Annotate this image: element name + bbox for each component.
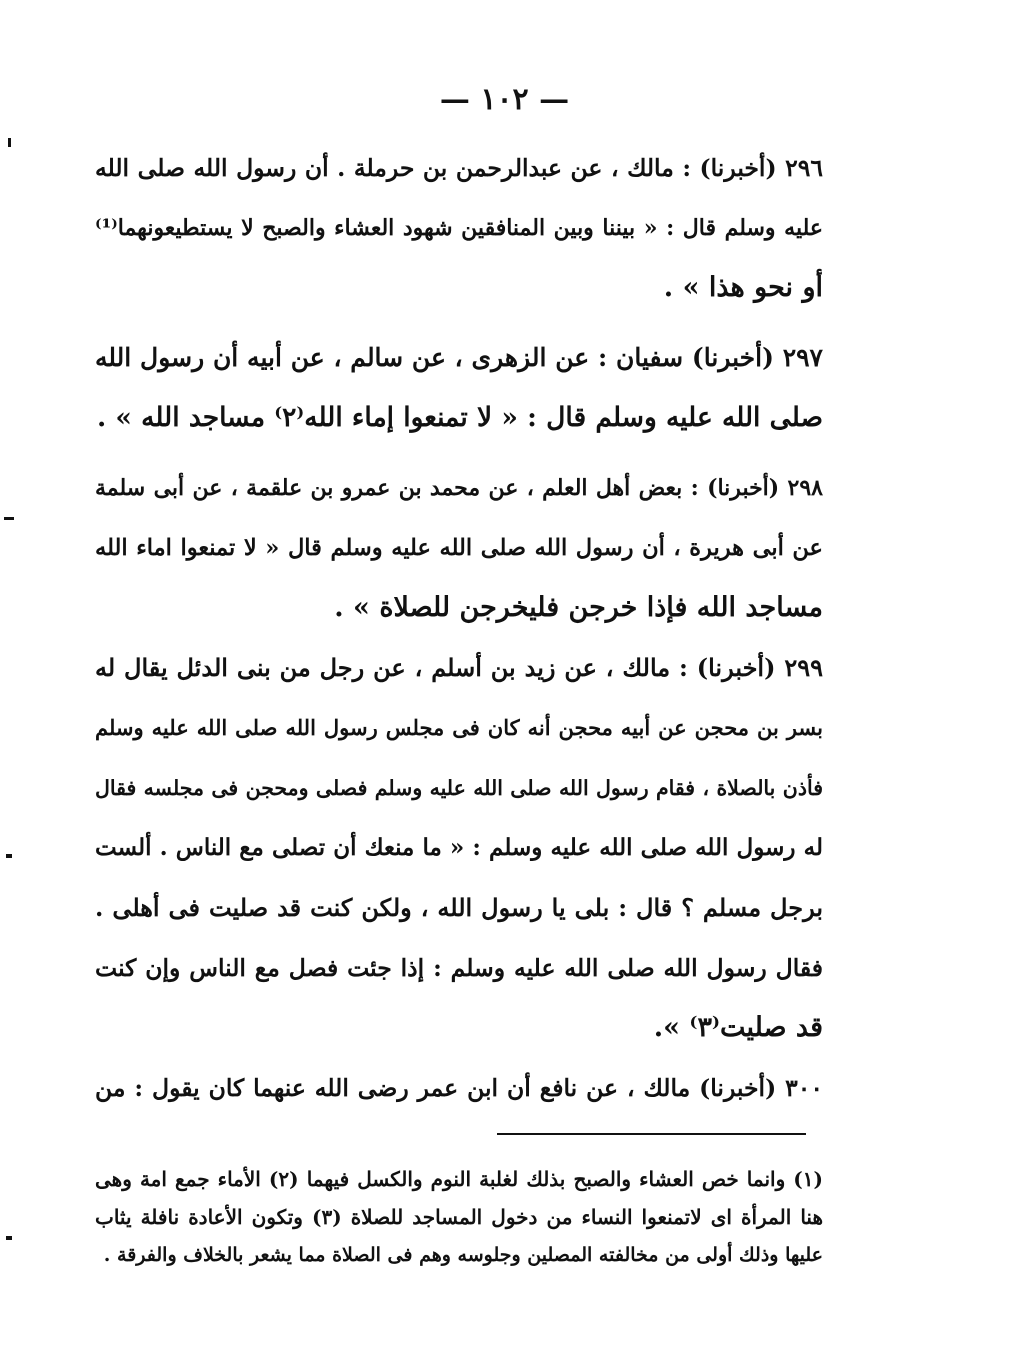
text-line: قد صليت⁽٣⁾ ». bbox=[653, 1012, 823, 1043]
hadith-300 bbox=[95, 1058, 823, 1118]
text-line: ٢٩٨ (أخبرنا) : بعض أهل العلم ، عن محمد بن عمرو بن علقمة ، عن أبى سلمة bbox=[95, 475, 823, 501]
text-line: ٢٩٧ (أخبرنا) سفيان : عن الزهرى ، عن سالم ، عن أبيه أن رسول الله bbox=[95, 343, 823, 372]
hadith-299 bbox=[95, 638, 823, 1058]
text-line: عليه وسلم قال : « بيننا وبين المنافقين شهود العشاء والصبح لا يستطيعونهما⁽¹⁾ bbox=[95, 215, 823, 241]
footnote-line: هنا المرأة اى لاتمنعوا النساء من دخول المساجد للصلاة (٣) وتكون الأعادة نافلة يثاب bbox=[95, 1205, 823, 1229]
text-line: ٢٩٩ (أخبرنا) : مالك ، عن زيد بن أسلم ، عن رجل من بنى الدئل يقال له bbox=[95, 653, 823, 682]
text-line: فأذن بالصلاة ، فقام رسول الله صلى الله عليه وسلم فصلى ومحجن فى مجلسه فقال bbox=[95, 776, 823, 800]
text-line: فقال رسول الله صلى الله عليه وسلم : إذا جئت فصل مع الناس وإن كنت bbox=[95, 954, 823, 982]
scan-mark bbox=[8, 138, 11, 147]
text-line: ٣٠٠ (أخبرنا) مالك ، عن نافع أن ابن عمر رضى الله عنهما كان يقول : من bbox=[95, 1074, 823, 1102]
scan-mark bbox=[6, 854, 12, 858]
text-line: ٢٩٦ (أخبرنا) : مالك ، عن عبدالرحمن بن حرملة . أن رسول الله صلى الله bbox=[95, 154, 823, 182]
scan-mark bbox=[4, 517, 14, 520]
hadith-298 bbox=[95, 458, 823, 638]
footnote-line: عليها وذلك أولى من مخالفته المصلين وجلوسه وهم فى الصلاة مما يشعر بالخلاف والفرقة . bbox=[103, 1244, 823, 1266]
text-line: عن أبى هريرة ، أن رسول الله صلى الله عليه وسلم قال « لا تمنعوا اماء الله bbox=[95, 535, 823, 561]
text-line: بسر بن محجن عن أبيه محجن أنه كان فى مجلس رسول الله صلى الله عليه وسلم bbox=[95, 715, 823, 740]
footnote-separator bbox=[497, 1133, 806, 1135]
scan-mark bbox=[6, 1236, 12, 1240]
footnote-line: (١) وانما خص العشاء والصبح بذلك لغلبة النوم والكسل فيهما (٢) الأماء جمع امة وهى bbox=[95, 1167, 823, 1191]
page-number: — ١٠٢ — bbox=[439, 82, 570, 117]
text-line: مساجد الله فإذا خرجن فليخرجن للصلاة » . bbox=[334, 592, 823, 623]
text-line: أو نحو هذا » . bbox=[663, 272, 823, 303]
text-line: برجل مسلم ؟ قال : بلى يا رسول الله ، ولكن كنت قد صليت فى أهلى . bbox=[95, 893, 823, 922]
hadith-296 bbox=[95, 138, 823, 318]
text-line: له رسول الله صلى الله عليه وسلم : « ما منعك أن تصلى مع الناس . ألست bbox=[95, 834, 823, 861]
text-line: صلى الله عليه وسلم قال : « لا تمنعوا إماء الله⁽٢⁾ مساجد الله » . bbox=[96, 402, 823, 433]
footnotes bbox=[95, 1160, 823, 1274]
main-text bbox=[95, 138, 823, 1118]
hadith-297 bbox=[95, 328, 823, 448]
